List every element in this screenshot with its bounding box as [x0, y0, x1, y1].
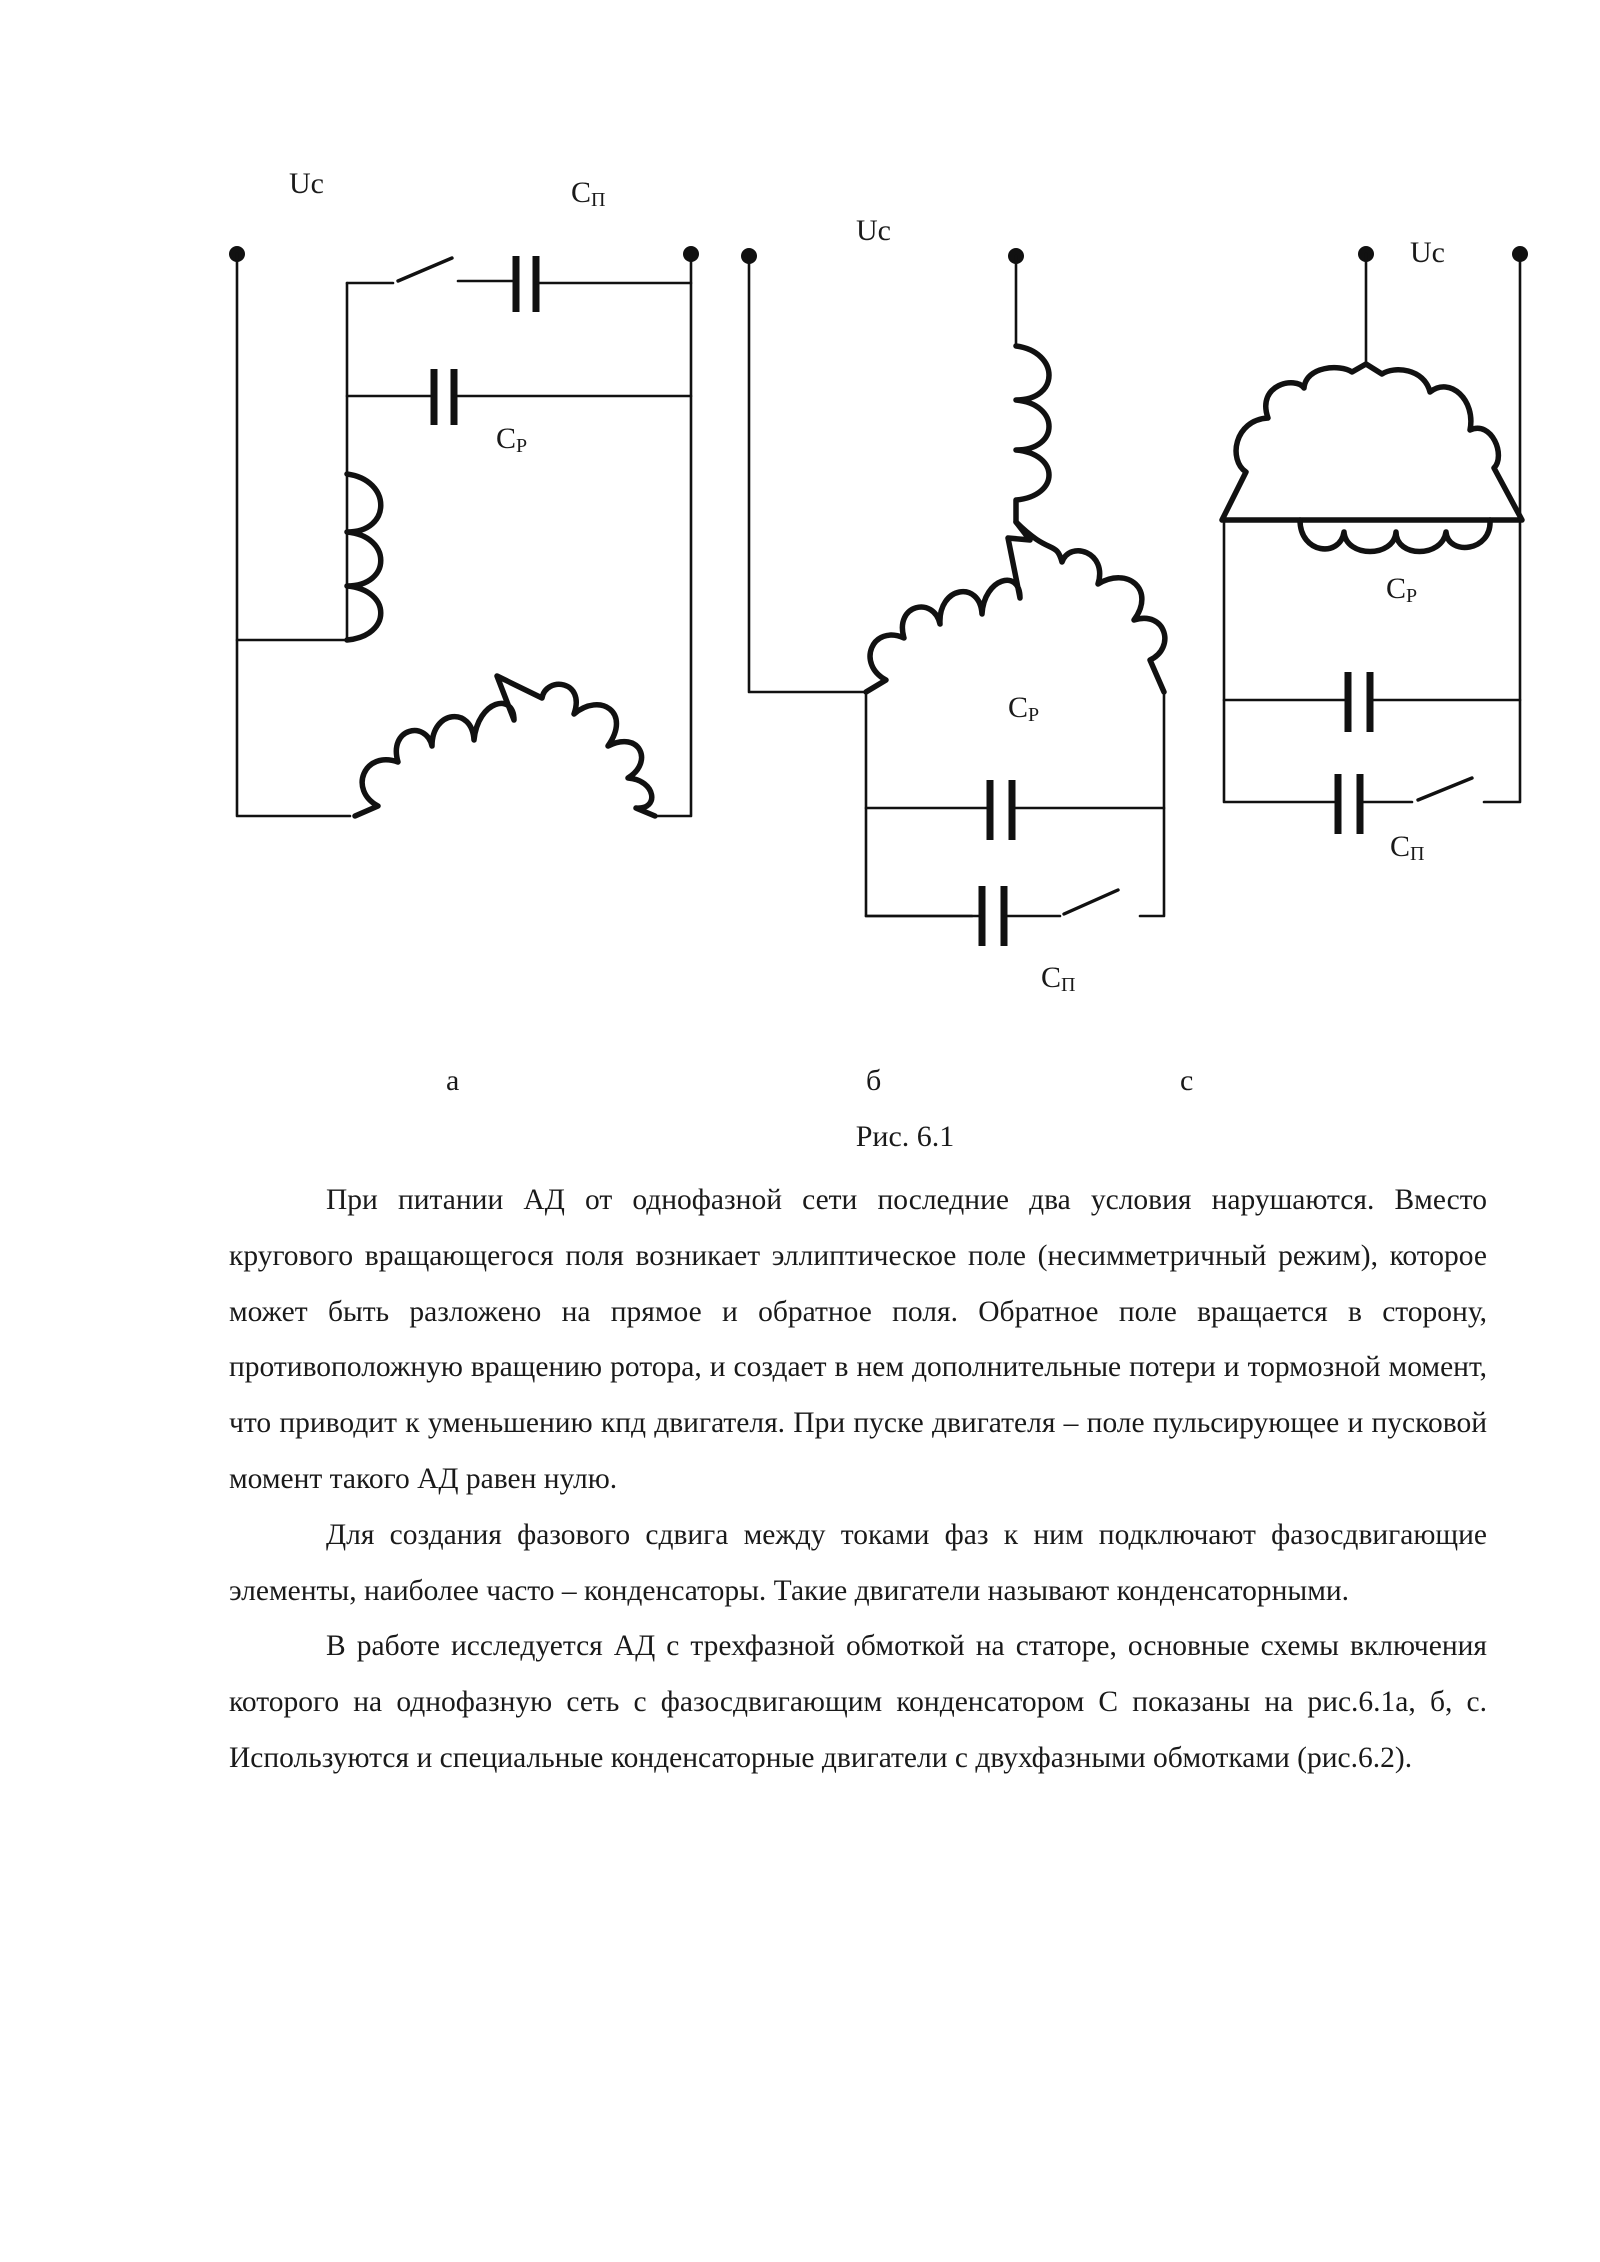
capacitor-c-run — [1348, 672, 1370, 732]
winding-c-delta — [1222, 364, 1522, 520]
panel-label-c: с — [1180, 1064, 1194, 1097]
label-cp-b: CП — [1041, 961, 1076, 996]
capacitor-c-start — [1338, 774, 1360, 834]
label-uc-a: Uc — [289, 167, 324, 200]
winding-b-vertical — [1016, 346, 1049, 522]
label-cr-c: CР — [1386, 572, 1418, 607]
panel-label-a: а — [446, 1064, 460, 1097]
paragraph: При питании АД от однофазной сети последние два условия нарушаются. Вместо кругового вращающегося поля возникает эллиптическое поле (несимметричный режим), которое может быть разложено на прямое и обратное поля. Обратное поле вращается в сторону, противоположную вращению ротора, и создает в нем дополнительные потери и тормозной момент, что приводит к уменьшению кпд двигателя. При пуске двигателя – поле пульсирующее и пусковой момент такого АД равен нулю. — [229, 1184, 1487, 1495]
capacitor-b-run — [990, 780, 1012, 840]
capacitor-b-start — [982, 886, 1004, 946]
panel-label-b: б — [866, 1064, 882, 1097]
circuit-figure — [0, 0, 1600, 1120]
label-cr-b: CР — [1008, 691, 1040, 726]
capacitor-a-run — [434, 369, 454, 425]
paragraph: Для создания фазового сдвига между токами фаз к ним подключают фазосдвигающие элементы, наиболее часто – конденсаторы. Такие двигатели называют конденсаторными. — [229, 1518, 1487, 1607]
body-text — [229, 1173, 1487, 1787]
label-uc-c: Uc — [1410, 236, 1445, 269]
switch-c — [1418, 778, 1472, 800]
winding-a-vertical — [347, 474, 381, 640]
paragraph: В работе исследуется АД с трехфазной обмоткой на статоре, основные схемы включения которого на однофазную сеть с фазосдвигающим конденсатором С показаны на рис.6.1а, б, с. Используются и специальные конденсаторные двигатели с двухфазными обмотками (рис.6.2). — [229, 1630, 1487, 1774]
circuit-c — [1222, 236, 1528, 865]
label-cp-c: CП — [1390, 830, 1425, 865]
winding-b-star — [866, 522, 1165, 692]
circuit-b — [741, 214, 1165, 996]
winding-c-delta-bottom — [1300, 520, 1490, 552]
label-cp-a: CП — [571, 176, 606, 211]
capacitor-a-start — [516, 256, 536, 312]
figure-caption: Рис. 6.1 — [855, 1120, 955, 1153]
label-uc-b: Uc — [856, 214, 891, 247]
winding-a-bottom — [355, 676, 655, 816]
label-cr-a: CР — [496, 422, 528, 457]
circuit-a — [229, 167, 699, 816]
switch-b — [1064, 890, 1118, 914]
switch-a — [398, 258, 452, 281]
